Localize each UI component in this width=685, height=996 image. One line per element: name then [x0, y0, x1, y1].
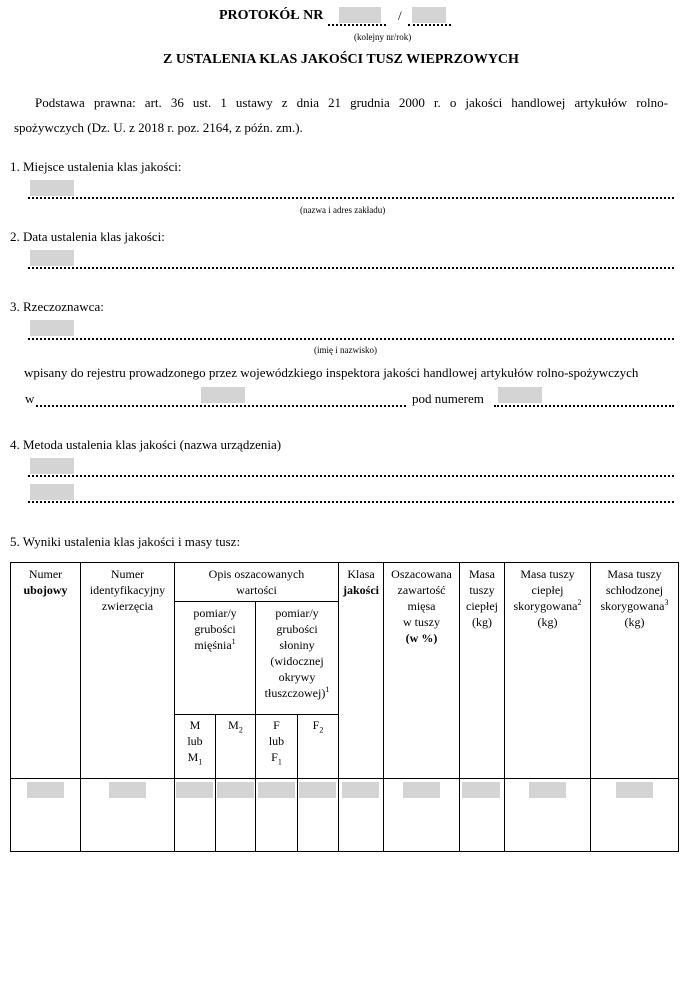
header-masa-cieplej-line1: Masa — [469, 567, 495, 581]
header-masa-schlodzonej-line3 — [591, 598, 678, 614]
header-masa-cieplej — [460, 566, 504, 630]
section-5-label: 5. Wyniki ustalenia klas jakości i masy tusz: — [10, 534, 241, 549]
header-f1-sub: 1 — [277, 757, 282, 767]
header-f1-letter: F — [271, 750, 278, 764]
protocol-year-field[interactable] — [412, 7, 446, 23]
register-place-field[interactable] — [201, 387, 245, 403]
date-line — [28, 267, 674, 269]
cell-klasa[interactable] — [342, 782, 379, 798]
section-4-label: 4. Metoda ustalenia klas jakości (nazwa urządzenia) — [10, 437, 282, 452]
header-masa-skorygowana — [505, 566, 590, 630]
header-f1-line3 — [256, 749, 297, 765]
header-pomiar-sloniny-line4: (widocznej — [270, 654, 324, 668]
cell-masa-skorygowana[interactable] — [529, 782, 566, 798]
header-f2-line — [298, 717, 338, 733]
table-col-line-m — [215, 714, 216, 852]
table-opis-divider — [174, 601, 338, 602]
header-m1-sub: 1 — [198, 757, 203, 767]
footnote-1-marker: 1 — [231, 637, 236, 646]
header-pomiar-sloniny-line2: grubości — [276, 622, 318, 636]
protocol-number-field[interactable] — [339, 7, 381, 23]
header-numer-ubojowy-line1: Numer — [28, 567, 63, 581]
header-masa-cieplej-line4: (kg) — [472, 615, 492, 629]
legal-basis-line1: Podstawa prawna: art. 36 ust. 1 ustawy z dnia 21 grudnia 2000 r. o jakości handlowej artykułów rolno- — [35, 95, 668, 110]
cell-masa-cieplej[interactable] — [462, 782, 500, 798]
cell-m2[interactable] — [217, 782, 254, 798]
cell-f2[interactable] — [299, 782, 336, 798]
footnote-3-marker: 3 — [664, 598, 669, 607]
header-pomiar-sloniny — [256, 605, 338, 701]
header-m2-line — [216, 717, 255, 733]
cell-masa-schlodzonej[interactable] — [616, 782, 653, 798]
header-zawartosc — [384, 566, 459, 646]
header-klasa — [339, 566, 383, 598]
header-m2-letter: M — [228, 718, 239, 732]
cell-numer-identyfikacyjny[interactable] — [109, 782, 146, 798]
header-m2-sub: 2 — [238, 725, 243, 735]
header-klasa-line2: jakości — [343, 583, 379, 597]
protocol-year-line — [408, 24, 451, 26]
header-pomiar-miesnia — [175, 605, 255, 653]
place-line — [28, 197, 674, 199]
header-masa-cieplej-line3: ciepłej — [466, 599, 498, 613]
section-1-label: 1. Miejsce ustalenia klas jakości: — [10, 159, 182, 174]
protocol-slash: / — [398, 8, 402, 23]
place-caption: (nazwa i adres zakładu) — [300, 205, 386, 215]
header-pomiar-sloniny-line6 — [256, 685, 338, 701]
header-f1-line1: F — [273, 718, 280, 732]
header-numer-ubojowy-line2: ubojowy — [23, 583, 68, 597]
date-field[interactable] — [30, 250, 74, 266]
header-m1-line3 — [175, 749, 215, 765]
register-number-field[interactable] — [498, 387, 542, 403]
table-border-left — [10, 562, 11, 852]
pod-numerem-label: pod numerem — [412, 391, 484, 406]
header-numer-id-line1: Numer — [110, 567, 145, 581]
protocol-number-line — [328, 24, 386, 26]
method-line-2 — [28, 501, 674, 503]
header-masa-skorygowana-line2: ciepłej — [531, 583, 564, 597]
cell-numer-ubojowy[interactable] — [27, 782, 64, 798]
header-masa-schlodzonej-line4: (kg) — [624, 615, 645, 629]
footnote-1-marker-2: 1 — [325, 685, 330, 694]
header-masa-schlodzonej-line2: schłodzonej — [605, 583, 664, 597]
header-zawartosc-line2: zawartość — [397, 583, 446, 597]
register-place-line — [36, 405, 406, 407]
header-pomiar-miesnia-line2: grubości — [194, 622, 236, 636]
header-pomiar-miesnia-line1: pomiar/y — [193, 606, 237, 620]
header-m1-letter: M — [187, 750, 199, 764]
header-f2 — [298, 717, 338, 733]
header-m1 — [175, 717, 215, 765]
table-col-line-4 — [338, 562, 339, 852]
section-3-label: 3. Rzeczoznawca: — [10, 299, 104, 314]
header-m1-line2: lub — [187, 734, 203, 748]
header-m2 — [216, 717, 255, 733]
header-masa-skorygowana-line4: (kg) — [537, 615, 558, 629]
register-number-line — [494, 405, 674, 407]
method-line-1 — [28, 475, 674, 477]
legal-basis-line2: spożywczych (Dz. U. z 2018 r. poz. 2164, z późn. zm.). — [14, 120, 303, 135]
header-masa-schlodzonej-line1: Masa tuszy — [607, 567, 662, 581]
header-pomiar-sloniny-line5: okrywy — [278, 670, 316, 684]
header-masa-schlodzonej — [591, 566, 678, 630]
expert-caption: (imię i nazwisko) — [314, 345, 377, 355]
document-title: Z USTALENIA KLAS JAKOŚCI TUSZ WIEPRZOWYCH — [163, 52, 519, 67]
section-2-label: 2. Data ustalenia klas jakości: — [10, 229, 165, 244]
method-field-2[interactable] — [30, 484, 74, 500]
header-f2-letter: F — [312, 718, 320, 732]
table-header-bottom — [10, 778, 679, 779]
protocol-number-caption: (kolejny nr/rok) — [354, 32, 412, 42]
cell-f1[interactable] — [258, 782, 295, 798]
register-text: wpisany do rejestru prowadzonego przez wojewódzkiego inspektora jakości handlowej artykułów rolno-spożywczych — [24, 365, 639, 380]
header-pomiar-sloniny-line1: pomiar/y — [275, 606, 319, 620]
header-numer-id-line3: zwierzęcia — [101, 599, 154, 613]
header-pomiar-sloniny-text: tłuszczowej) — [264, 686, 326, 700]
header-numer-ubojowy — [11, 566, 80, 598]
header-zawartosc-line4: w tuszy — [403, 615, 440, 629]
header-pomiar-miesnia-line3 — [175, 637, 255, 653]
header-opis — [175, 566, 338, 598]
table-border-right — [678, 562, 679, 852]
expert-field[interactable] — [30, 320, 74, 336]
header-opis-line2: wartości — [236, 583, 277, 597]
header-zawartosc-line5: (w %) — [405, 631, 438, 645]
header-numer-identyfikacyjny — [81, 566, 174, 614]
table-pomiar-divider — [174, 714, 338, 715]
header-numer-id-line2: identyfikacyjny — [89, 583, 166, 597]
cell-zawartosc[interactable] — [403, 782, 440, 798]
header-masa-skorygowana-line1: Masa tuszy — [520, 567, 575, 581]
header-pomiar-sloniny-line3: słoniny — [279, 638, 315, 652]
header-m1-line1: M — [189, 718, 201, 732]
expert-line — [28, 338, 674, 340]
header-f1 — [256, 717, 297, 765]
header-opis-line1: Opis oszacowanych — [208, 567, 305, 581]
cell-m1[interactable] — [176, 782, 213, 798]
protocol-label: PROTOKÓŁ NR — [219, 8, 324, 23]
table-border-bottom — [10, 851, 679, 852]
table-col-line-f — [297, 714, 298, 852]
header-zawartosc-line3: mięsa — [407, 599, 436, 613]
footnote-2-marker: 2 — [577, 598, 582, 607]
header-masa-cieplej-line2: tuszy — [469, 583, 495, 597]
header-masa-skorygowana-line3 — [505, 598, 590, 614]
place-field[interactable] — [30, 180, 74, 196]
header-masa-schlodzonej-text: skorygowana — [600, 599, 665, 613]
header-pomiar-miesnia-text: mięśnia — [194, 638, 232, 652]
header-zawartosc-line1: Oszacowana — [391, 567, 452, 581]
header-f2-sub: 2 — [319, 725, 324, 735]
header-masa-skorygowana-text: skorygowana — [513, 599, 578, 613]
header-klasa-line1: Klasa — [347, 567, 375, 581]
table-border-top — [10, 562, 679, 563]
register-w: w — [25, 391, 35, 406]
method-field-1[interactable] — [30, 458, 74, 474]
header-f1-line2: lub — [268, 734, 285, 748]
